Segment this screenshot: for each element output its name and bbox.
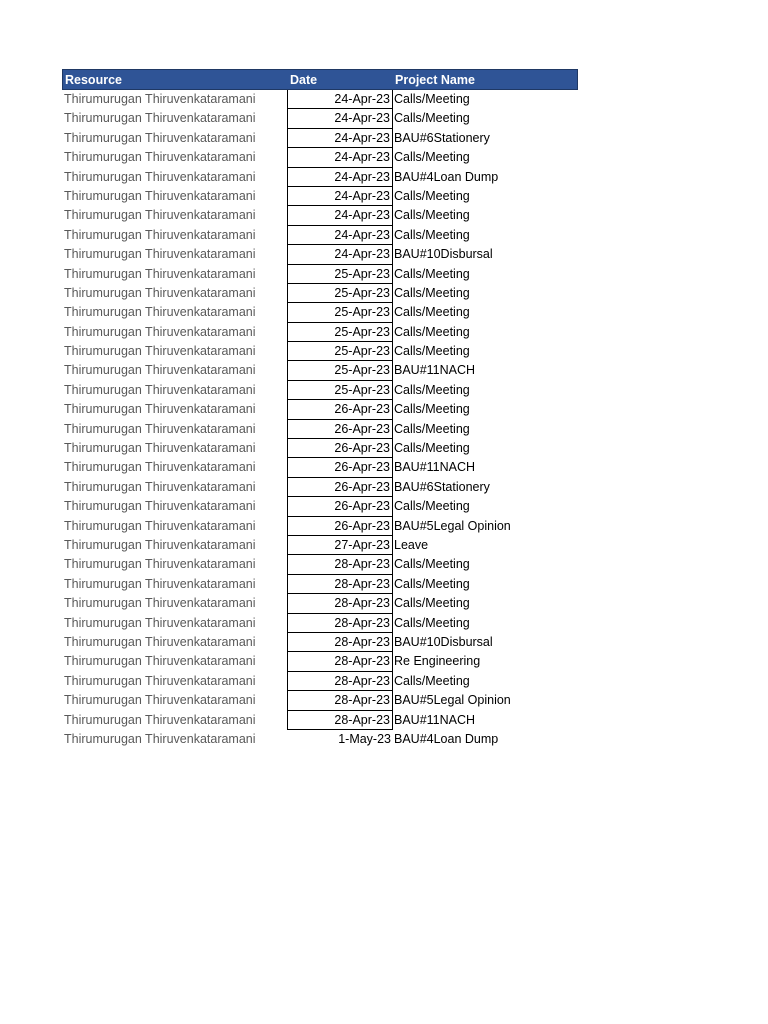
- resource-cell[interactable]: Thirumurugan Thiruvenkataramani: [64, 344, 256, 359]
- resource-cell[interactable]: Thirumurugan Thiruvenkataramani: [64, 654, 256, 669]
- resource-cell[interactable]: Thirumurugan Thiruvenkataramani: [64, 537, 256, 552]
- table-row: [62, 594, 578, 613]
- table-row: [62, 633, 578, 652]
- table-row: [62, 652, 578, 671]
- project-name-cell[interactable]: Calls/Meeting: [394, 305, 470, 320]
- table-row: [62, 711, 578, 730]
- table-row: [62, 555, 578, 574]
- project-name-cell[interactable]: BAU#11NACH: [394, 460, 476, 475]
- date-cell[interactable]: 28-Apr-23: [287, 614, 393, 633]
- resource-cell[interactable]: Thirumurugan Thiruvenkataramani: [64, 266, 256, 281]
- table-row: [62, 614, 578, 633]
- table-row: [62, 691, 578, 710]
- date-cell[interactable]: 26-Apr-23: [287, 497, 393, 516]
- date-cell[interactable]: 24-Apr-23: [287, 245, 393, 264]
- project-name-cell[interactable]: Calls/Meeting: [394, 188, 470, 203]
- resource-cell[interactable]: Thirumurugan Thiruvenkataramani: [64, 499, 256, 514]
- date-cell[interactable]: 25-Apr-23: [287, 381, 393, 400]
- table-row: [62, 129, 578, 148]
- table-row: [62, 303, 578, 322]
- project-name-cell[interactable]: Calls/Meeting: [394, 576, 470, 591]
- date-cell[interactable]: 25-Apr-23: [287, 303, 393, 322]
- date-cell[interactable]: 26-Apr-23: [287, 478, 393, 497]
- table-row: [62, 478, 578, 497]
- date-cell[interactable]: 24-Apr-23: [287, 109, 393, 128]
- table-header-row: [62, 69, 578, 90]
- table-row: [62, 400, 578, 419]
- resource-cell[interactable]: Thirumurugan Thiruvenkataramani: [64, 615, 256, 630]
- date-cell[interactable]: 25-Apr-23: [287, 265, 393, 284]
- project-name-cell[interactable]: Calls/Meeting: [394, 557, 470, 572]
- table-body: [62, 90, 578, 749]
- table-row: [62, 517, 578, 536]
- date-cell[interactable]: 28-Apr-23: [287, 594, 393, 613]
- project-name-cell[interactable]: Calls/Meeting: [394, 344, 470, 359]
- date-cell[interactable]: 25-Apr-23: [287, 323, 393, 342]
- resource-cell[interactable]: Thirumurugan Thiruvenkataramani: [64, 285, 256, 300]
- date-cell[interactable]: 24-Apr-23: [287, 90, 393, 109]
- date-cell[interactable]: 28-Apr-23: [287, 652, 393, 671]
- project-name-cell[interactable]: BAU#6Stationery: [394, 130, 490, 145]
- table-row: [62, 420, 578, 439]
- date-cell[interactable]: 28-Apr-23: [287, 575, 393, 594]
- table-row: [62, 90, 578, 109]
- project-name-cell[interactable]: Calls/Meeting: [394, 421, 470, 436]
- date-cell[interactable]: 25-Apr-23: [287, 342, 393, 361]
- resource-cell[interactable]: Thirumurugan Thiruvenkataramani: [64, 441, 256, 456]
- date-cell[interactable]: 24-Apr-23: [287, 187, 393, 206]
- project-name-cell[interactable]: BAU#10Disbursal: [394, 634, 493, 649]
- date-cell[interactable]: 28-Apr-23: [287, 711, 393, 730]
- date-cell[interactable]: 24-Apr-23: [287, 206, 393, 225]
- date-cell[interactable]: 28-Apr-23: [287, 633, 393, 652]
- date-cell[interactable]: 26-Apr-23: [287, 439, 393, 458]
- project-name-cell[interactable]: BAU#5Legal Opinion: [394, 693, 511, 708]
- date-cell[interactable]: 26-Apr-23: [287, 400, 393, 419]
- resource-cell[interactable]: Thirumurugan Thiruvenkataramani: [64, 731, 256, 746]
- table-row: [62, 284, 578, 303]
- date-cell[interactable]: 24-Apr-23: [287, 129, 393, 148]
- resource-cell[interactable]: Thirumurugan Thiruvenkataramani: [64, 460, 256, 475]
- table-row: [62, 361, 578, 380]
- project-name-cell[interactable]: Calls/Meeting: [394, 382, 470, 397]
- resource-cell[interactable]: Thirumurugan Thiruvenkataramani: [64, 111, 256, 126]
- project-name-cell[interactable]: BAU#10Disbursal: [394, 247, 493, 262]
- table-row: [62, 206, 578, 225]
- table-row: [62, 730, 578, 749]
- resource-cell[interactable]: Thirumurugan Thiruvenkataramani: [64, 227, 256, 242]
- table-row: [62, 148, 578, 167]
- timesheet-table: [62, 69, 578, 749]
- resource-cell[interactable]: Thirumurugan Thiruvenkataramani: [64, 712, 256, 727]
- header-project-name[interactable]: Project Name: [395, 73, 475, 87]
- project-name-cell[interactable]: Re Engineering: [394, 654, 481, 669]
- table-row: [62, 323, 578, 342]
- date-cell[interactable]: 24-Apr-23: [287, 168, 393, 187]
- table-row: [62, 342, 578, 361]
- resource-cell[interactable]: Thirumurugan Thiruvenkataramani: [64, 382, 256, 397]
- table-row: [62, 265, 578, 284]
- resource-cell[interactable]: Thirumurugan Thiruvenkataramani: [64, 634, 256, 649]
- table-row: [62, 109, 578, 128]
- resource-cell[interactable]: Thirumurugan Thiruvenkataramani: [64, 402, 256, 417]
- date-cell[interactable]: 24-Apr-23: [287, 148, 393, 167]
- project-name-cell[interactable]: BAU#11NACH: [394, 363, 476, 378]
- project-name-cell[interactable]: Calls/Meeting: [394, 266, 470, 281]
- table-row: [62, 226, 578, 245]
- project-name-cell[interactable]: Calls/Meeting: [394, 111, 470, 126]
- project-name-cell[interactable]: BAU#4Loan Dump: [394, 169, 499, 184]
- table-row: [62, 439, 578, 458]
- date-cell[interactable]: 25-Apr-23: [287, 284, 393, 303]
- project-name-cell[interactable]: Calls/Meeting: [394, 402, 470, 417]
- project-name-cell[interactable]: BAU#5Legal Opinion: [394, 518, 511, 533]
- date-cell[interactable]: 28-Apr-23: [287, 672, 393, 691]
- date-cell[interactable]: 25-Apr-23: [287, 361, 393, 380]
- header-date[interactable]: Date: [290, 73, 318, 87]
- resource-cell[interactable]: Thirumurugan Thiruvenkataramani: [64, 576, 256, 591]
- project-name-cell[interactable]: Calls/Meeting: [394, 499, 470, 514]
- date-cell[interactable]: 1-May-23: [338, 731, 391, 746]
- table-row: [62, 458, 578, 477]
- resource-cell[interactable]: Thirumurugan Thiruvenkataramani: [64, 150, 256, 165]
- table-row: [62, 187, 578, 206]
- resource-cell[interactable]: Thirumurugan Thiruvenkataramani: [64, 188, 256, 203]
- table-row: [62, 536, 578, 555]
- table-row: [62, 245, 578, 264]
- date-cell[interactable]: 24-Apr-23: [287, 226, 393, 245]
- resource-cell[interactable]: Thirumurugan Thiruvenkataramani: [64, 305, 256, 320]
- header-resource[interactable]: Resource: [65, 73, 122, 87]
- project-name-cell[interactable]: Calls/Meeting: [394, 92, 470, 106]
- project-name-cell[interactable]: Calls/Meeting: [394, 208, 470, 223]
- project-name-cell[interactable]: Calls/Meeting: [394, 150, 470, 165]
- resource-cell[interactable]: Thirumurugan Thiruvenkataramani: [64, 130, 256, 145]
- resource-cell[interactable]: Thirumurugan Thiruvenkataramani: [64, 92, 256, 106]
- resource-cell[interactable]: Thirumurugan Thiruvenkataramani: [64, 169, 256, 184]
- resource-cell[interactable]: Thirumurugan Thiruvenkataramani: [64, 693, 256, 708]
- resource-cell[interactable]: Thirumurugan Thiruvenkataramani: [64, 518, 256, 533]
- resource-cell[interactable]: Thirumurugan Thiruvenkataramani: [64, 363, 256, 378]
- project-name-cell[interactable]: Calls/Meeting: [394, 673, 470, 688]
- table-row: [62, 381, 578, 400]
- date-cell[interactable]: 28-Apr-23: [287, 691, 393, 710]
- project-name-cell[interactable]: BAU#4Loan Dump: [394, 731, 499, 746]
- project-name-cell[interactable]: BAU#6Stationery: [394, 479, 490, 494]
- date-cell[interactable]: 28-Apr-23: [287, 555, 393, 574]
- project-name-cell[interactable]: Calls/Meeting: [394, 615, 470, 630]
- resource-cell[interactable]: Thirumurugan Thiruvenkataramani: [64, 208, 256, 223]
- resource-cell[interactable]: Thirumurugan Thiruvenkataramani: [64, 673, 256, 688]
- resource-cell[interactable]: Thirumurugan Thiruvenkataramani: [64, 557, 256, 572]
- table-row: [62, 672, 578, 691]
- date-cell[interactable]: 26-Apr-23: [287, 420, 393, 439]
- table-row: [62, 497, 578, 516]
- date-cell[interactable]: 26-Apr-23: [287, 458, 393, 477]
- resource-cell[interactable]: Thirumurugan Thiruvenkataramani: [64, 324, 256, 339]
- project-name-cell[interactable]: Calls/Meeting: [394, 227, 470, 242]
- resource-cell[interactable]: Thirumurugan Thiruvenkataramani: [64, 421, 256, 436]
- project-name-cell[interactable]: BAU#11NACH: [394, 712, 476, 727]
- project-name-cell[interactable]: Leave: [394, 537, 429, 552]
- project-name-cell[interactable]: Calls/Meeting: [394, 324, 470, 339]
- date-cell[interactable]: 27-Apr-23: [287, 536, 393, 555]
- table-row: [62, 575, 578, 594]
- table-row: [62, 168, 578, 187]
- resource-cell[interactable]: Thirumurugan Thiruvenkataramani: [64, 479, 256, 494]
- project-name-cell[interactable]: Calls/Meeting: [394, 596, 470, 611]
- project-name-cell[interactable]: Calls/Meeting: [394, 441, 470, 456]
- resource-cell[interactable]: Thirumurugan Thiruvenkataramani: [64, 247, 256, 262]
- resource-cell[interactable]: Thirumurugan Thiruvenkataramani: [64, 596, 256, 611]
- date-cell[interactable]: 26-Apr-23: [287, 517, 393, 536]
- project-name-cell[interactable]: Calls/Meeting: [394, 285, 470, 300]
